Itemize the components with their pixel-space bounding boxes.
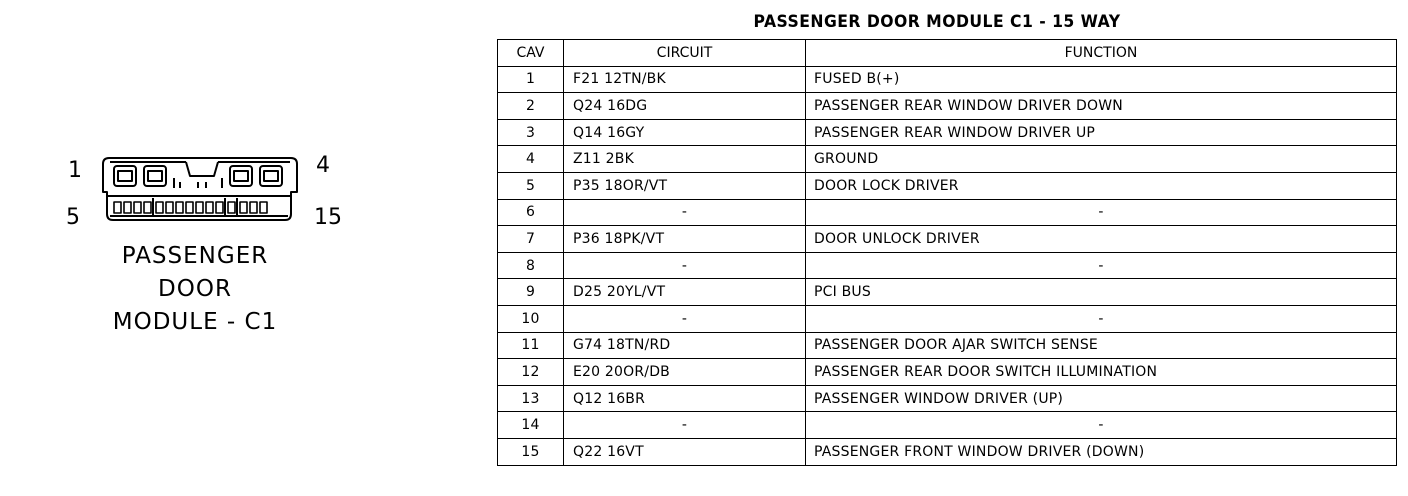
cell-circuit: E20 20OR/DB [564,359,806,386]
cell-circuit: P35 18OR/VT [564,172,806,199]
cell-function: DOOR UNLOCK DRIVER [806,226,1397,253]
connector-label-line-3: MODULE - C1 [112,309,278,335]
table-row [498,252,1397,279]
cell-circuit: - [564,252,806,279]
table-title: PASSENGER DOOR MODULE C1 - 15 WAY [753,12,1121,32]
cell-cav: 4 [498,146,564,173]
cell-function: - [806,305,1397,332]
cell-circuit: Z11 2BK [564,146,806,173]
table-row [498,146,1397,173]
connector-label-line-2: DOOR [158,276,232,302]
header-circuit: CIRCUIT [564,40,806,67]
pin-label-1: 1 [68,158,82,183]
cell-cav: 13 [498,385,564,412]
table-row [498,93,1397,120]
cell-cav: 15 [498,438,564,465]
cell-cav: 10 [498,305,564,332]
cell-function: DOOR LOCK DRIVER [806,172,1397,199]
cell-cav: 2 [498,93,564,120]
table-header-row [498,40,1397,67]
connector-diagram [0,0,470,496]
cell-function: PASSENGER DOOR AJAR SWITCH SENSE [806,332,1397,359]
cell-cav: 12 [498,359,564,386]
cell-function: PASSENGER REAR WINDOW DRIVER DOWN [806,93,1397,120]
table-row [498,172,1397,199]
connector-label [80,240,310,339]
table-row [498,412,1397,439]
cell-circuit: D25 20YL/VT [564,279,806,306]
cell-cav: 9 [498,279,564,306]
pin-label-5: 5 [66,205,80,230]
cell-function: - [806,412,1397,439]
cell-cav: 14 [498,412,564,439]
table-row [498,199,1397,226]
table-row [498,305,1397,332]
cell-function: PASSENGER REAR DOOR SWITCH ILLUMINATION [806,359,1397,386]
cell-function: - [806,252,1397,279]
cell-cav: 6 [498,199,564,226]
cell-circuit: - [564,305,806,332]
cell-circuit: P36 18PK/VT [564,226,806,253]
cell-cav: 7 [498,226,564,253]
cell-cav: 3 [498,119,564,146]
table-row [498,66,1397,93]
connector-face-drawing [98,152,302,224]
cell-function: PASSENGER WINDOW DRIVER (UP) [806,385,1397,412]
cell-function: PCI BUS [806,279,1397,306]
cell-cav: 8 [498,252,564,279]
cell-circuit: F21 12TN/BK [564,66,806,93]
cell-circuit: Q12 16BR [564,385,806,412]
table-row [498,438,1397,465]
cell-function: PASSENGER REAR WINDOW DRIVER UP [806,119,1397,146]
cell-cav: 5 [498,172,564,199]
cell-circuit: - [564,199,806,226]
cell-circuit: Q14 16GY [564,119,806,146]
cell-function: PASSENGER FRONT WINDOW DRIVER (DOWN) [806,438,1397,465]
header-cav: CAV [498,40,564,67]
cell-circuit: G74 18TN/RD [564,332,806,359]
cell-circuit: Q22 16VT [564,438,806,465]
table-row [498,332,1397,359]
pin-label-15: 15 [314,205,342,230]
table-row [498,279,1397,306]
cell-circuit: - [564,412,806,439]
cell-function: GROUND [806,146,1397,173]
table-row [498,385,1397,412]
cell-function: FUSED B(+) [806,66,1397,93]
cell-cav: 11 [498,332,564,359]
cell-cav: 1 [498,66,564,93]
cell-function: - [806,199,1397,226]
table-row [498,359,1397,386]
cell-circuit: Q24 16DG [564,93,806,120]
connector-label-line-1: PASSENGER [121,243,269,269]
table-row [498,119,1397,146]
table-row [498,226,1397,253]
pin-label-4: 4 [316,153,330,178]
header-function: FUNCTION [806,40,1397,67]
pinout-table [497,39,1397,466]
